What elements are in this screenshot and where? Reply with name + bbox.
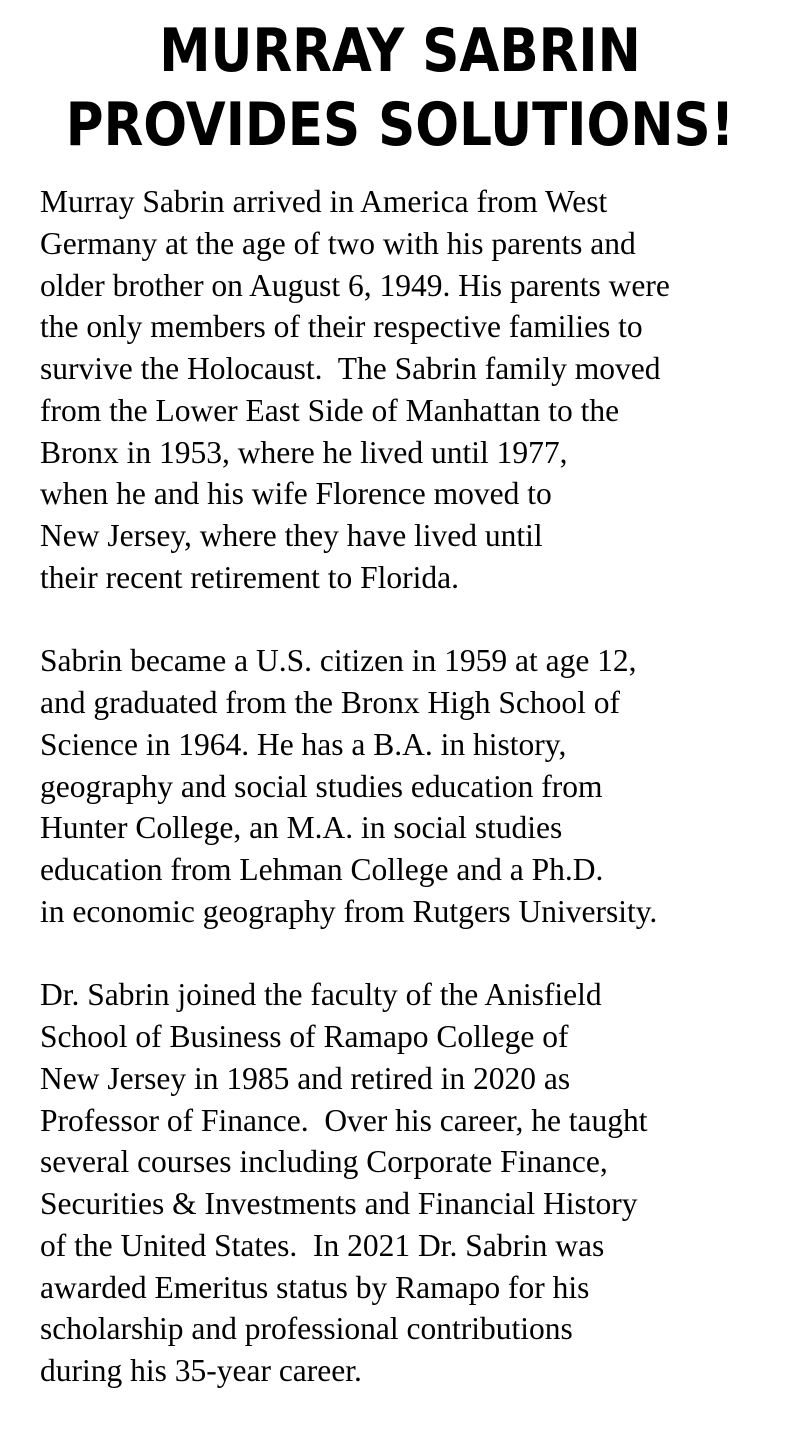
text-line: School of Business of Ramapo College of (40, 1019, 569, 1054)
text-line: Murray Sabrin arrived in America from West (40, 184, 608, 219)
text-line: several courses including Corporate Finance, (40, 1144, 608, 1180)
text-line: geography and social studies education from (40, 768, 603, 804)
paragraph-early-life (40, 181, 780, 599)
text-line: Germany at the age of two with his parents and (40, 225, 636, 261)
text-line: Sabrin became a U.S. citizen in 1959 at age 12, (40, 643, 637, 679)
text-line: New Jersey, where they have lived until (40, 518, 543, 553)
page-title (56, 14, 744, 162)
title-line-2: PROVIDES SOLUTIONS! (65, 90, 735, 160)
text-line: and graduated from the Bronx High School of (40, 685, 620, 720)
text-line: New Jersey in 1985 and retired in 2020 as (40, 1060, 571, 1096)
text-line: their recent retirement to Florida. (40, 559, 459, 595)
text-line: Science in 1964. He has a B.A. in history, (40, 726, 567, 762)
text-line: scholarship and professional contributions (40, 1311, 573, 1347)
biography-text (40, 181, 780, 1434)
text-line: education from Lehman College and a Ph.D. (40, 852, 604, 887)
text-line: in economic geography from Rutgers University. (40, 893, 658, 929)
text-line: during his 35-year career. (40, 1353, 362, 1388)
text-line: from the Lower East Side of Manhattan to the (40, 392, 620, 428)
text-line: Dr. Sabrin joined the faculty of the Anisfield (40, 977, 602, 1013)
text-line: survive the Holocaust. The Sabrin family moved (40, 351, 661, 386)
text-line: Bronx in 1953, where he lived until 1977, (40, 434, 568, 470)
title-line-1: MURRAY SABRIN (159, 16, 641, 86)
text-line: Securities & Investments and Financial History (40, 1186, 638, 1221)
text-line: Hunter College, an M.A. in social studies (40, 810, 563, 846)
text-line: of the United States. In 2021 Dr. Sabrin was (40, 1227, 605, 1263)
text-line: Professor of Finance. Over his career, he taught (40, 1102, 648, 1138)
paragraph-education (40, 640, 780, 932)
text-line: awarded Emeritus status by Ramapo for his (40, 1269, 590, 1305)
text-line: when he and his wife Florence moved to (40, 476, 552, 512)
paragraph-career (40, 974, 780, 1392)
text-line: older brother on August 6, 1949. His parents were (40, 267, 670, 303)
text-line: the only members of their respective families to (40, 309, 643, 345)
